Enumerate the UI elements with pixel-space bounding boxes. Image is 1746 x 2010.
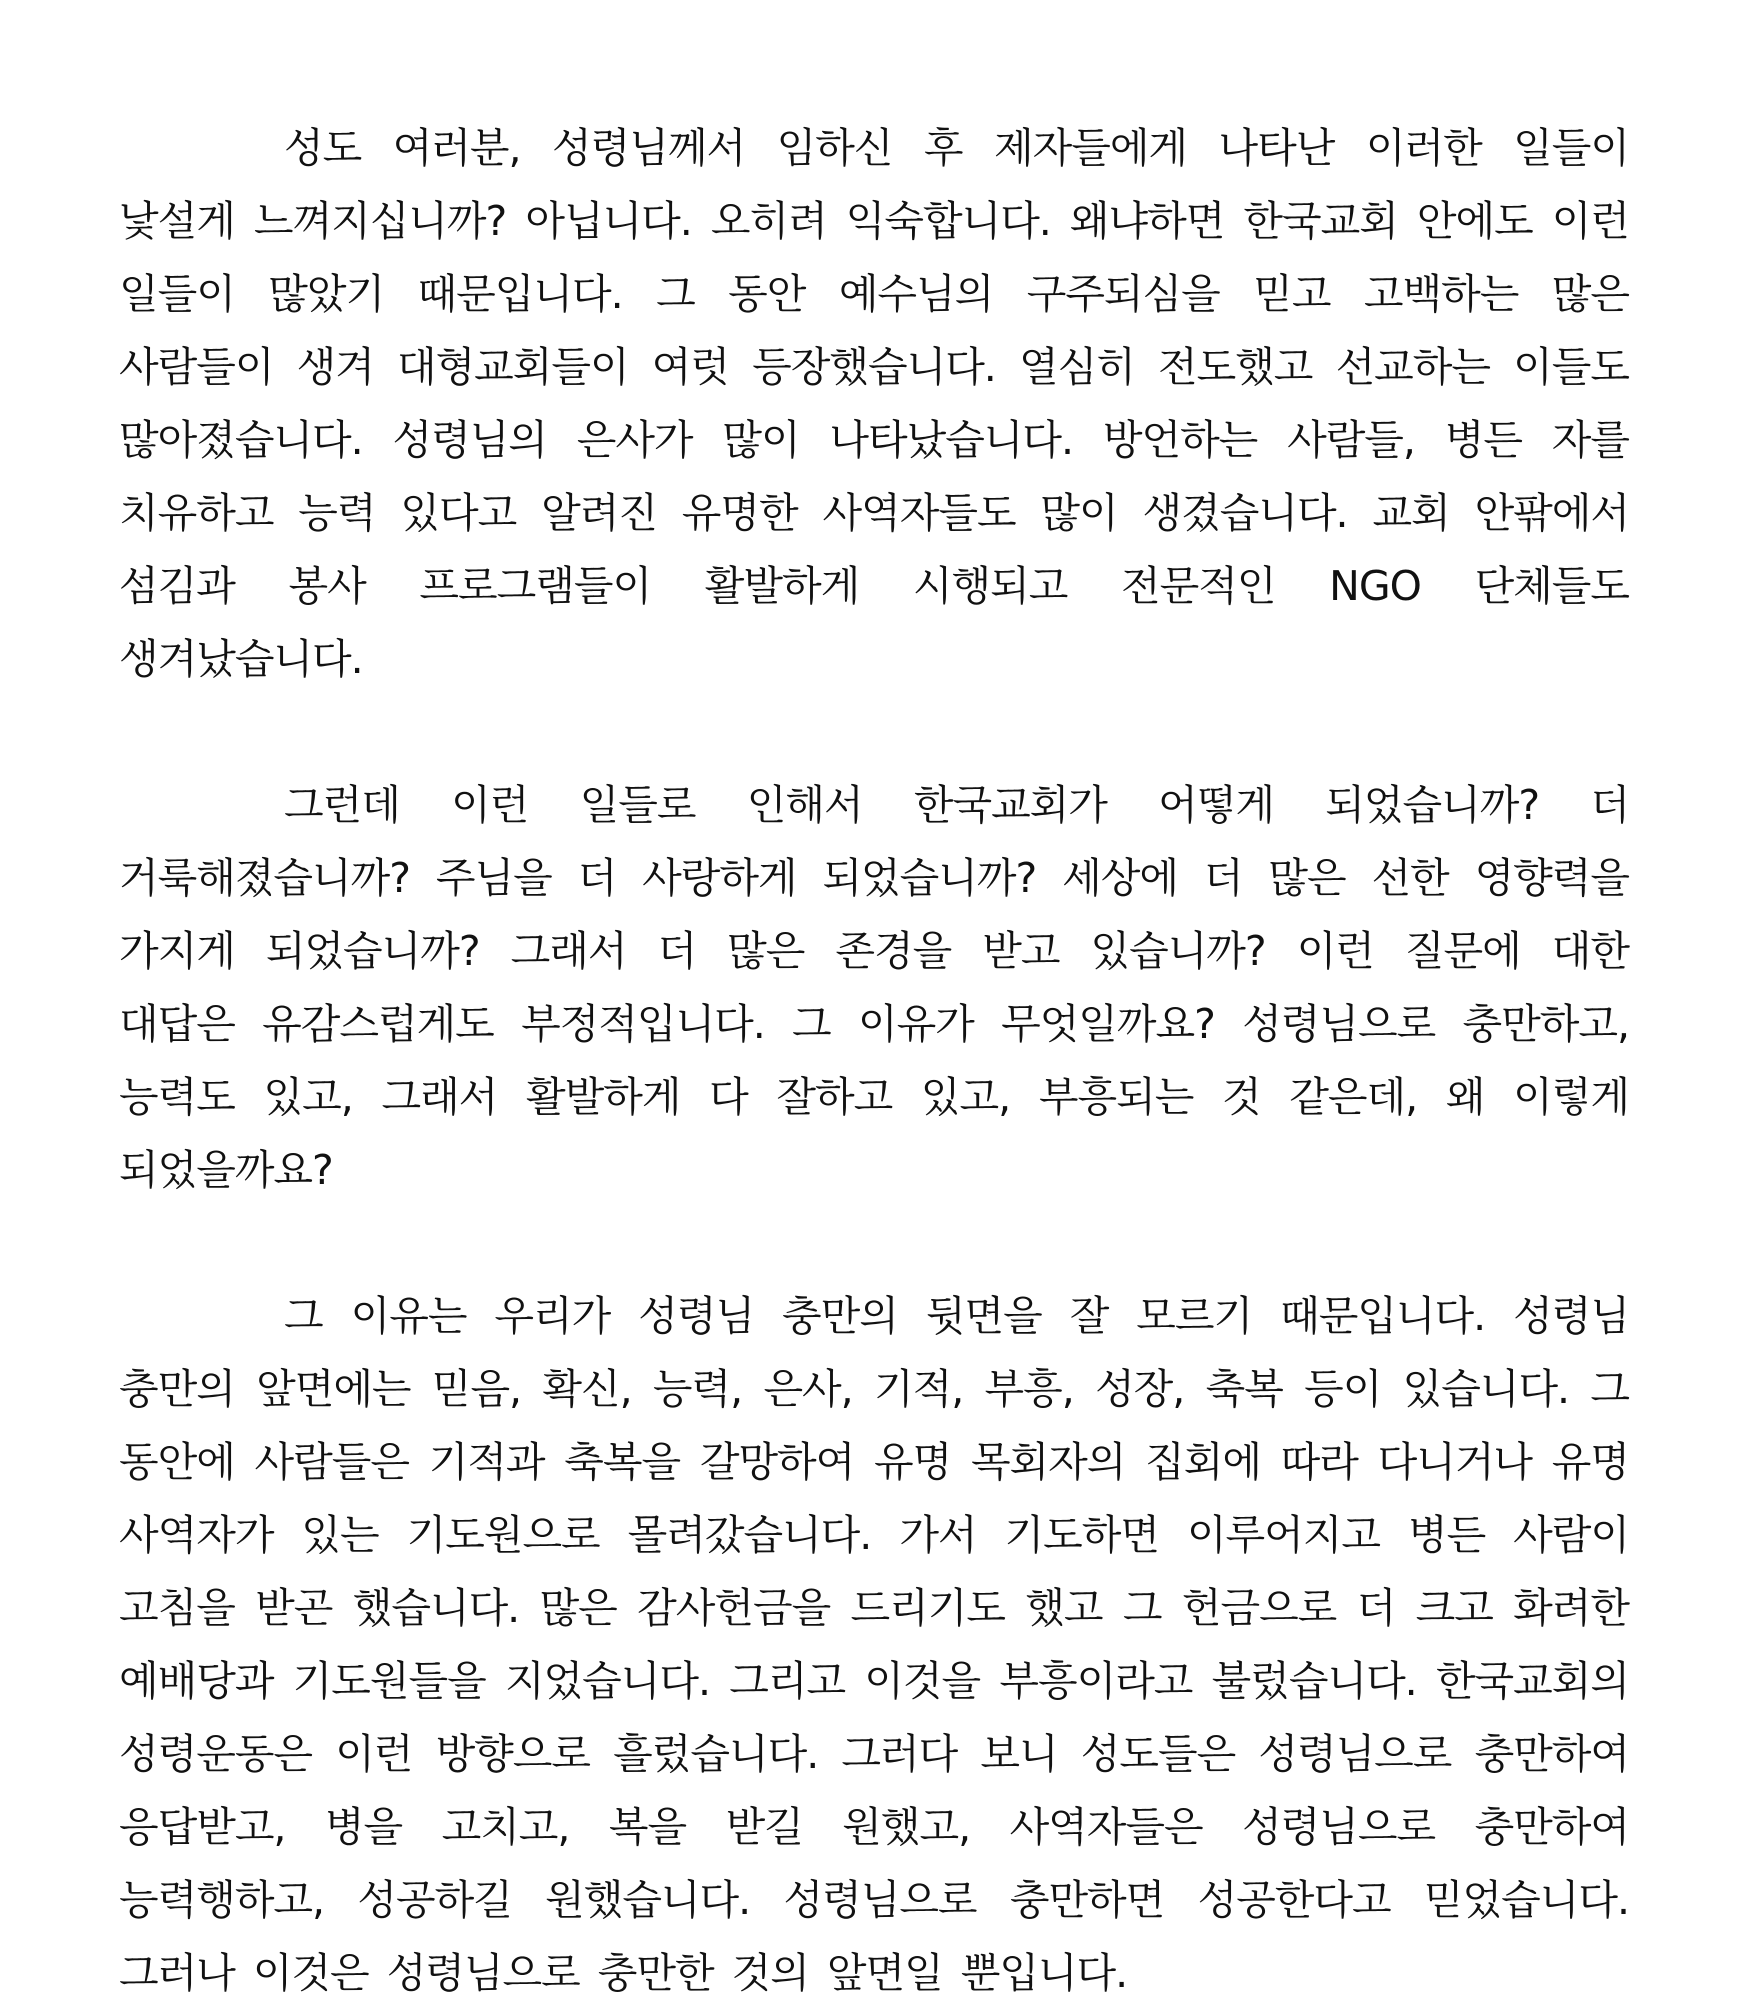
paragraph-3: 그 이유는 우리가 성령님 충만의 뒷면을 잘 모르기 때문입니다. 성령님 충만의 앞면에는 믿음, 확신, 능력, 은사, 기적, 부흥, 성장, 축복 등이 있습니다. 그 동안에 사람들은 기적과 축복을 갈망하여 유명 목회자의 집회에 따라 다니거나 유명 사역자가 있는 기도원으로 몰려갔습니다. 가서 기도하면 이루어지고 병든 사람이 고침을 받곤 했습니다. 많은 감사헌금을 드리기도 했고 그 헌금으로 더 크고 화려한 예배당과 기도원들을 지었습니다. 그리고 이것을 부흥이라고 불렀습니다. 한국교회의 성령운동은 이런 방향으로 흘렀습니다. 그러다 보니 성도들은 성령님으로 충만하여 응답받고, 병을 고치고, 복을 받길 원했고, 사역자들은 성령님으로 충만하여 능력행하고, 성공하길 원했습니다. 성령님으로 충만하면 성공한다고 믿었습니다. 그러나 이것은 성령님으로 충만한 것의 앞면일 뿐입니다. [119, 1292, 1629, 1997]
paragraph-1: 성도 여러분, 성령님께서 임하신 후 제자들에게 나타난 이러한 일들이 낯설게 느껴지십니까? 아닙니다. 오히려 익숙합니다. 왜냐하면 한국교회 안에도 이런 일들이 많았기 때문입니다. 그 동안 예수님의 구주되심을 믿고 고백하는 많은 사람들이 생겨 대형교회들이 여럿 등장했습니다. 열심히 전도했고 선교하는 이들도 많아졌습니다. 성령님의 은사가 많이 나타났습니다. 방언하는 사람들, 병든 자를 치유하고 능력 있다고 알려진 유명한 사역자들도 많이 생겼습니다. 교회 안팎에서 섬김과 봉사 프로그램들이 활발하게 시행되고 전문적인 NGO 단체들도 생겨났습니다. [119, 124, 1629, 683]
paragraph-2: 그런데 이런 일들로 인해서 한국교회가 어떻게 되었습니까? 더 거룩해졌습니까? 주님을 더 사랑하게 되었습니까? 세상에 더 많은 선한 영향력을 가지게 되었습니까? 그래서 더 많은 존경을 받고 있습니까? 이런 질문에 대한 대답은 유감스럽게도 부정적입니다. 그 이유가 무엇일까요? 성령님으로 충만하고, 능력도 있고, 그래서 활발하게 다 잘하고 있고, 부흥되는 것 같은데, 왜 이렇게 되었을까요? [119, 781, 1629, 1194]
document-page [119, 112, 1629, 2010]
